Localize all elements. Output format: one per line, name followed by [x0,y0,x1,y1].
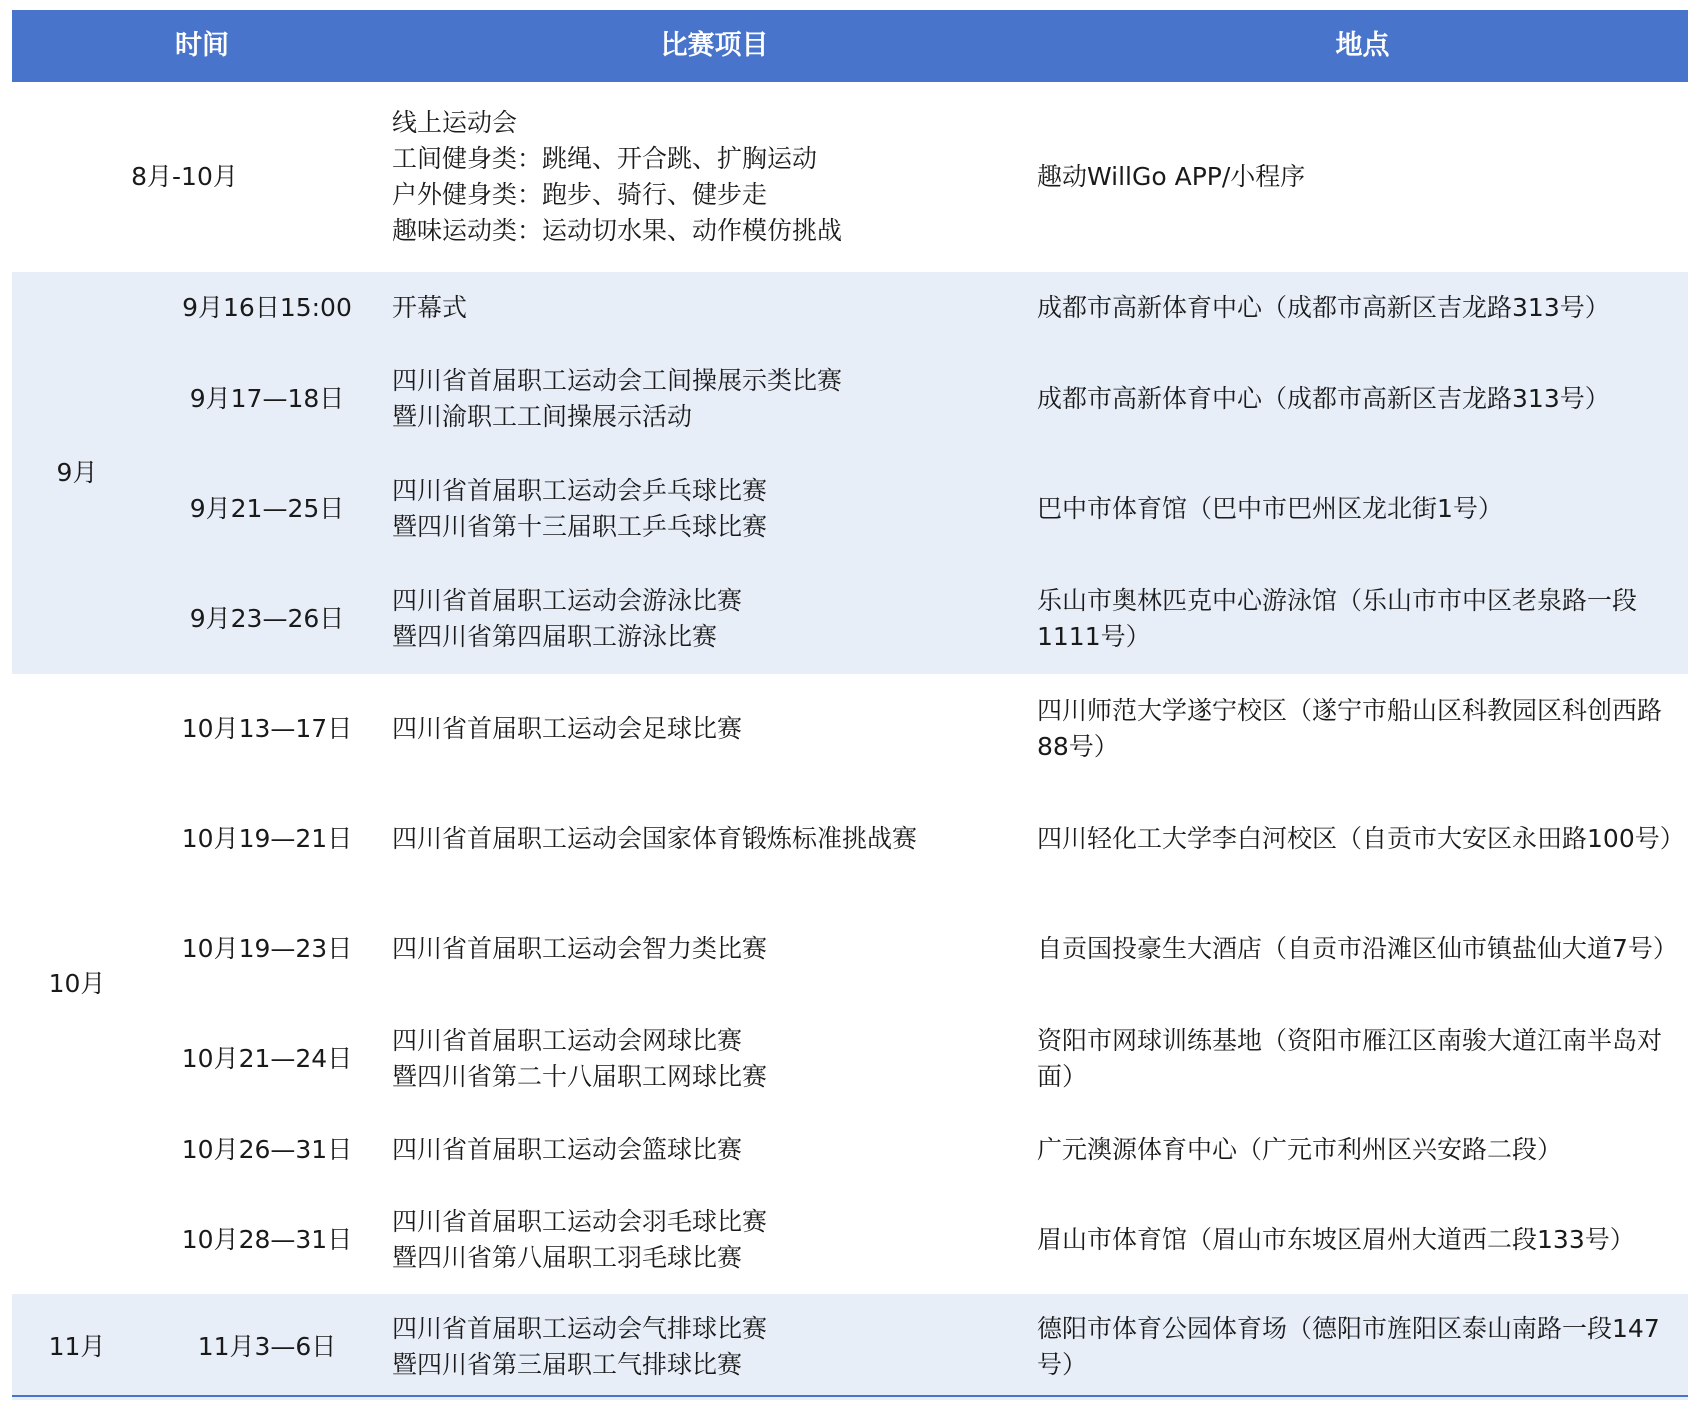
event-cell [392,344,1037,454]
date-cell: 10月26—31日 [181,1135,353,1164]
event-cell [392,894,1037,1004]
bottom-rule [12,1395,1688,1397]
venue-cell: 巴中市体育馆（巴中市巴州区龙北街1号） [1037,454,1688,564]
event-line: 暨四川省第四届职工游泳比赛 [392,622,718,651]
table-row [12,564,1688,674]
date-cell: 10月19—23日 [181,934,353,963]
event-line: 暨川渝职工工间操展示活动 [392,402,693,431]
event-cell [392,1186,1037,1294]
date-cell: 9月16日15:00 [142,272,392,344]
header-time: 时间 [12,10,392,82]
event-line: 工间健身类：跳绳、开合跳、扩胸运动 [392,144,818,173]
date-cell: 10月13—17日 [181,714,353,743]
date-cell: 9月23—26日 [142,564,392,674]
month-cell: 11月 [12,1294,142,1400]
table-row [12,1114,1688,1186]
event-cell [392,82,1037,272]
event-line: 暨四川省第二十八届职工网球比赛 [392,1062,768,1091]
table-row [12,344,1688,454]
event-cell [392,564,1037,674]
event-line: 户外健身类：跑步、骑行、健步走 [392,180,768,209]
table-row [12,1294,1688,1400]
event-line: 四川省首届职工运动会国家体育锻炼标准挑战赛 [392,824,918,853]
header-row [12,10,1688,82]
table-row [12,1004,1688,1114]
table-row [12,272,1688,344]
event-line: 暨四川省第八届职工羽毛球比赛 [392,1243,743,1272]
month-cell: 9月 [12,272,142,674]
event-cell [392,674,1037,784]
venue-cell: 德阳市体育公园体育场（德阳市旌阳区泰山南路一段147号） [1037,1294,1688,1400]
month-cell: 10月 [48,969,106,998]
event-line: 四川省首届职工运动会游泳比赛 [392,586,743,615]
date-cell: 9月17—18日 [142,344,392,454]
event-line: 四川省首届职工运动会气排球比赛 [392,1314,768,1343]
date-cell [12,82,392,272]
event-cell [392,1004,1037,1114]
event-line: 四川省首届职工运动会足球比赛 [392,714,743,743]
event-line: 趣味运动类：运动切水果、动作模仿挑战 [392,216,843,245]
table-row-online [12,82,1688,272]
table-row [12,674,1688,784]
venue-cell: 眉山市体育馆（眉山市东坡区眉州大道西二段133号） [1037,1225,1635,1254]
event-cell [392,1114,1037,1186]
venue-cell: 四川师范大学遂宁校区（遂宁市船山区科教园区科创西路88号） [1037,696,1663,761]
venue-cell: 乐山市奥林匹克中心游泳馆（乐山市市中区老泉路一段1111号） [1037,564,1688,674]
date-cell: 9月21—25日 [142,454,392,564]
table-row [12,784,1688,894]
event-line: 开幕式 [392,293,468,322]
date-cell: 11月3—6日 [142,1294,392,1400]
table-row [12,454,1688,564]
date-text: 8月-10月 [131,162,238,191]
event-line: 四川省首届职工运动会乒乓球比赛 [392,476,768,505]
venue-cell: 资阳市网球训练基地（资阳市雁江区南骏大道江南半岛对面） [1037,1026,1663,1091]
event-line: 暨四川省第十三届职工乒乓球比赛 [392,512,768,541]
event-cell [392,454,1037,564]
event-cell [392,1294,1037,1400]
event-line: 线上运动会 [392,108,518,137]
date-cell: 10月19—21日 [181,824,353,853]
venue-cell: 四川轻化工大学李白河校区（自贡市大安区永田路100号） [1037,824,1685,853]
event-cell [392,784,1037,894]
event-cell [392,272,1037,344]
venue-cell: 成都市高新体育中心（成都市高新区吉龙路313号） [1037,272,1688,344]
event-line: 四川省首届职工运动会智力类比赛 [392,934,768,963]
venue-cell: 趣动WillGo APP/小程序 [1037,162,1306,191]
table-row [12,894,1688,1004]
venue-cell: 自贡国投豪生大酒店（自贡市沿滩区仙市镇盐仙大道7号） [1037,934,1678,963]
date-cell: 10月28—31日 [181,1225,353,1254]
venue-cell: 成都市高新体育中心（成都市高新区吉龙路313号） [1037,344,1688,454]
event-line: 四川省首届职工运动会工间操展示类比赛 [392,366,843,395]
event-line: 四川省首届职工运动会网球比赛 [392,1026,743,1055]
header-event: 比赛项目 [392,10,1037,82]
date-cell: 10月21—24日 [181,1044,353,1073]
event-line: 暨四川省第三届职工气排球比赛 [392,1350,743,1379]
schedule-table [12,10,1688,1400]
event-line: 四川省首届职工运动会篮球比赛 [392,1135,743,1164]
venue-cell: 广元澳源体育中心（广元市利州区兴安路二段） [1037,1135,1563,1164]
header-venue: 地点 [1037,10,1688,82]
event-line: 四川省首届职工运动会羽毛球比赛 [392,1207,768,1236]
table-row [12,1186,1688,1294]
